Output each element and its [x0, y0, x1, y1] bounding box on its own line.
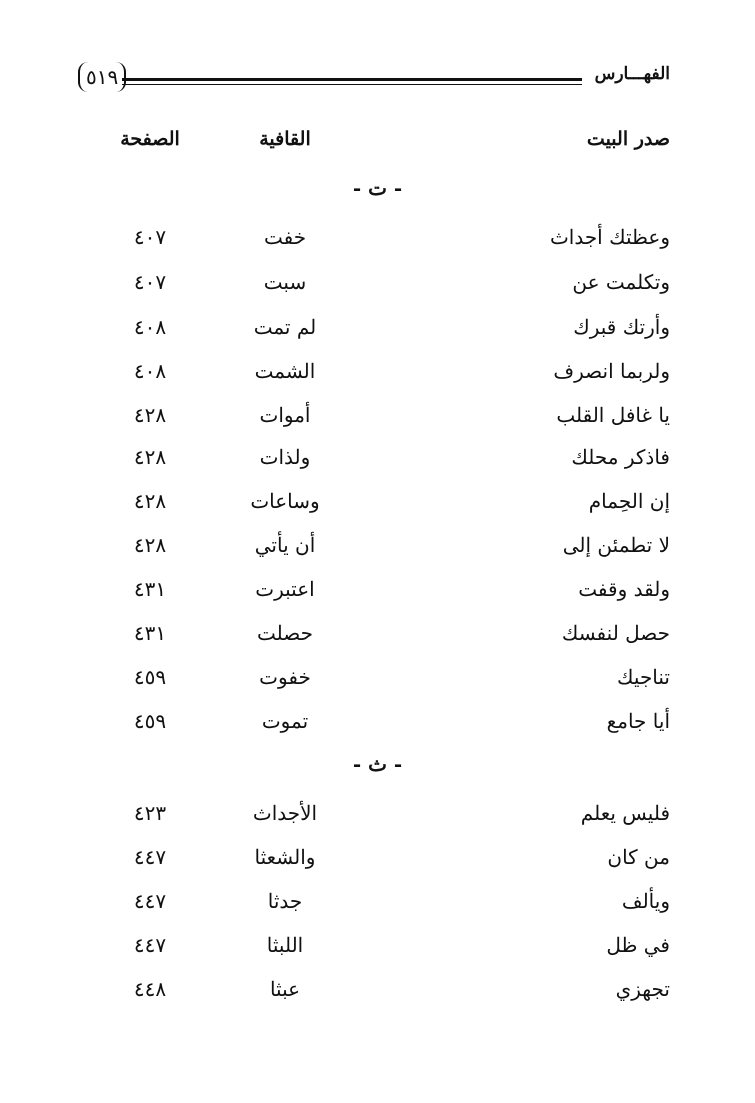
entry-rhyme: اللبثا: [266, 933, 304, 957]
index-row: [0, 310, 755, 344]
entry-first: ولقد وقفت: [578, 577, 670, 601]
index-row: [0, 484, 755, 518]
entry-rhyme: الشمت: [254, 359, 316, 383]
entry-first: من كان: [607, 845, 670, 869]
entry-page: ٤٠٨: [133, 315, 167, 339]
entry-rhyme: وساعات: [250, 489, 320, 513]
index-row: [0, 928, 755, 962]
entry-rhyme: الأجداث: [252, 801, 318, 825]
entry-page: ٤٤٨: [133, 977, 167, 1001]
index-row: [0, 398, 755, 432]
index-row: [0, 354, 755, 388]
entry-rhyme: سبت: [263, 270, 307, 294]
entry-rhyme: حصلت: [257, 621, 313, 645]
entry-first: إن الحِمام: [588, 489, 670, 513]
column-header-first-hemistich: صدر البيت: [586, 128, 670, 150]
entry-rhyme: أموات: [259, 403, 311, 427]
entry-page: ٤٣١: [133, 621, 167, 645]
running-title: الفهـــارس: [594, 64, 670, 84]
entry-first: فاذكر محلك: [571, 445, 670, 469]
section-letter-tha: - ث -: [352, 752, 403, 776]
page-header: [78, 62, 670, 102]
column-header-rhyme: القافية: [259, 128, 311, 150]
entry-first: ولربما انصرف: [553, 359, 670, 383]
entry-page: ٤٤٧: [133, 889, 167, 913]
entry-page: ٤٢٣: [133, 801, 167, 825]
entry-rhyme: اعتبرت: [255, 577, 315, 601]
entry-first: أيا جامع: [606, 709, 670, 733]
entry-first: تجهزي: [615, 977, 670, 1001]
entry-rhyme: لم تمت: [253, 315, 317, 339]
entry-rhyme: ولذات: [259, 445, 311, 469]
index-row: [0, 440, 755, 474]
entry-rhyme: والشعثا: [254, 845, 316, 869]
index-row: [0, 660, 755, 694]
entry-first: ويألف: [621, 889, 670, 913]
entry-page: ٤٥٩: [133, 709, 167, 733]
entry-page: ٤٠٨: [133, 359, 167, 383]
index-row: [0, 840, 755, 874]
entry-rhyme: عبثا: [269, 977, 301, 1001]
page-number: ٥١٩: [78, 62, 126, 92]
header-rule: [122, 78, 582, 85]
entry-page: ٤٣١: [133, 577, 167, 601]
entry-rhyme: تموت: [261, 709, 309, 733]
entry-page: ٤٠٧: [133, 270, 167, 294]
entry-page: ٤٤٧: [133, 845, 167, 869]
index-row: [0, 796, 755, 830]
index-row: [0, 528, 755, 562]
entry-page: ٤٢٨: [133, 445, 167, 469]
entry-page: ٤٠٧: [133, 225, 167, 249]
index-row: [0, 616, 755, 650]
entry-first: وأرتك قبرك: [573, 315, 670, 339]
column-headers: [0, 128, 755, 168]
entry-rhyme: أن يأتي: [254, 533, 316, 557]
entry-first: حصل لنفسك: [561, 621, 670, 645]
index-row: [0, 884, 755, 918]
section-letter-ta: - ت -: [352, 176, 403, 200]
entry-rhyme: خفوت: [259, 665, 311, 689]
index-row: [0, 972, 755, 1006]
index-row: [0, 704, 755, 738]
entry-page: ٤٥٩: [133, 665, 167, 689]
entry-rhyme: خفت: [263, 225, 307, 249]
entry-page: ٤٢٨: [133, 533, 167, 557]
column-header-page: الصفحة: [120, 128, 180, 150]
entry-rhyme: جدثا: [267, 889, 303, 913]
entry-first: وعظتك أجداث: [549, 225, 670, 249]
entry-page: ٤٢٨: [133, 489, 167, 513]
entry-first: وتكلمت عن: [572, 270, 670, 294]
entry-page: ٤٢٨: [133, 403, 167, 427]
index-row: [0, 265, 755, 299]
entry-first: في ظل: [606, 933, 670, 957]
entry-first: يا غافل القلب: [556, 403, 670, 427]
entry-first: فليس يعلم: [580, 801, 670, 825]
entry-first: لا تطمئن إلى: [562, 533, 670, 557]
entry-first: تناجيك: [617, 665, 670, 689]
index-row: [0, 572, 755, 606]
index-row: [0, 220, 755, 254]
entry-page: ٤٤٧: [133, 933, 167, 957]
